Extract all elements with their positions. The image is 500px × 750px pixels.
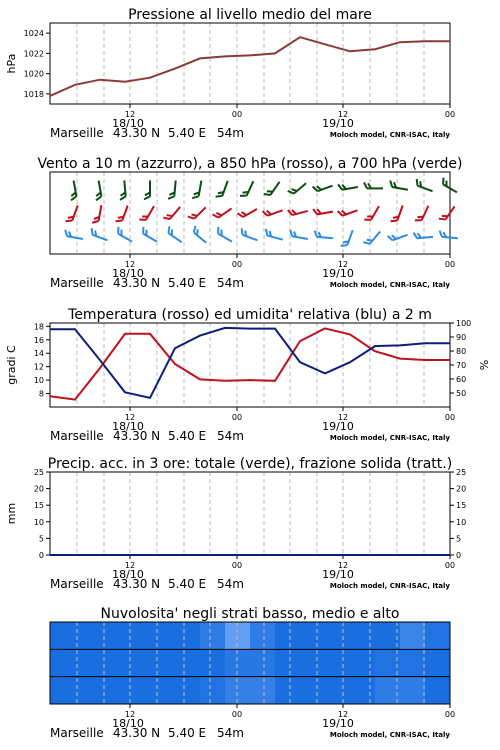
wind-barb-flag — [338, 184, 342, 190]
wind-barb — [116, 203, 128, 223]
wind-barb-shaft — [371, 206, 379, 220]
wind-barb — [90, 228, 110, 240]
cloud-cell — [400, 649, 425, 676]
cloud-cell — [275, 677, 300, 704]
cloud-cells — [50, 622, 450, 704]
cloud-cell — [275, 622, 300, 649]
wind-barb-shaft — [267, 236, 282, 240]
date-label: 19/10 — [322, 420, 354, 433]
wind-barb-flag — [389, 181, 393, 187]
station-alt: 54m — [217, 429, 244, 443]
humidity-line — [50, 328, 450, 398]
cloud-cell — [400, 677, 425, 704]
y-tick-label: 1018 — [23, 89, 44, 99]
wind-barb-shaft — [99, 205, 102, 221]
y-tick-label: 10 — [33, 517, 44, 527]
wind-barb — [338, 205, 358, 217]
cloud-cell — [325, 677, 350, 704]
chart-title: Vento a 10 m (azzurro), a 850 hPa (rosso), a 700 hPa (verde) — [37, 156, 463, 172]
station-lon: 5.40 E — [168, 577, 207, 591]
wind-barb-shaft — [67, 236, 83, 239]
cloud-cell — [350, 677, 375, 704]
y-tick-label-right: 90 — [456, 333, 467, 342]
cloud-cell — [125, 622, 150, 649]
wind-barb-shaft — [392, 187, 408, 190]
x-tick-label: 12 — [124, 260, 136, 269]
wind-barb — [439, 231, 458, 239]
wind-barb — [192, 179, 201, 199]
y-tick-label-right: 10 — [456, 517, 467, 527]
y-axis-label-right: % — [478, 359, 491, 371]
wind-barb — [213, 203, 232, 219]
cloud-cell — [250, 649, 275, 676]
pressure-line — [50, 37, 450, 96]
cloud-cell — [300, 622, 325, 649]
cloud-cell — [75, 622, 100, 649]
y-tick-label: 14 — [33, 349, 44, 359]
wind-barb — [439, 203, 455, 222]
wind-barb-shaft — [194, 207, 205, 218]
x-tick-label: 00 — [231, 110, 243, 119]
y-tick-label: 8 — [38, 389, 44, 399]
cloud-cell — [425, 677, 450, 704]
station-alt: 54m — [217, 577, 244, 591]
wind-barb-shaft — [122, 205, 127, 220]
wind-barb — [363, 228, 380, 246]
y-tick-label-right: 60 — [456, 375, 467, 384]
model-credit: Moloch model, CNR-ISAC, Italy — [329, 582, 450, 590]
cloud-cell — [325, 622, 350, 649]
date-label: 18/10 — [112, 117, 144, 130]
wind-barb — [93, 181, 102, 201]
y-tick-label-right: 100 — [456, 319, 472, 328]
wind-barb — [240, 228, 260, 240]
wind-barb-shaft — [174, 180, 175, 196]
x-tick-label: 00 — [231, 710, 243, 719]
x-tick-label: 12 — [337, 561, 349, 570]
cloud-cell — [50, 677, 75, 704]
date-label: 18/10 — [112, 568, 144, 581]
wind-barb-shaft — [270, 182, 279, 195]
wind-barb — [64, 230, 84, 239]
wind-barb-flag — [116, 218, 123, 223]
wind-barb — [66, 203, 78, 223]
wind-barb-shaft — [242, 235, 257, 240]
wind-barb — [364, 182, 383, 188]
wind-barb-shaft — [294, 183, 306, 193]
model-credit: Moloch model, CNR-ISAC, Italy — [329, 131, 450, 139]
wind-barb — [415, 179, 435, 191]
y-tick-label-right: 50 — [456, 389, 467, 398]
wind-barb-flag — [140, 227, 146, 234]
temperature-line — [50, 328, 450, 399]
cloud-cell — [175, 649, 200, 676]
x-tick-label: 00 — [444, 110, 456, 119]
wind-barb — [118, 180, 126, 199]
wind-barb-shaft — [218, 234, 232, 242]
wind-barb-shaft — [397, 205, 402, 220]
station-lon: 5.40 E — [168, 726, 207, 740]
y-tick-label: 15 — [33, 501, 44, 511]
panel-frame — [50, 472, 450, 555]
date-label: 19/10 — [322, 717, 354, 730]
x-tick-label: 00 — [231, 260, 243, 269]
cloud-cell — [250, 677, 275, 704]
wind-barb-shaft — [146, 206, 154, 220]
wind-barb-shaft — [422, 206, 429, 221]
wind-barb — [313, 206, 333, 215]
date-label: 18/10 — [112, 420, 144, 433]
station-lon: 5.40 E — [168, 429, 207, 443]
wind-barb-flag — [391, 218, 398, 223]
cloud-cell — [325, 649, 350, 676]
cloud-cell — [175, 622, 200, 649]
wind-barb-flag — [64, 230, 68, 236]
station-lon: 5.40 E — [168, 126, 207, 140]
chart-title: Nuvolosita' negli strati basso, medio e alto — [100, 606, 400, 622]
wind-barb — [289, 230, 309, 239]
chart-title: Precip. acc. in 3 ore: totale (verde), frazione solida (tratt.) — [47, 456, 453, 472]
x-tick-label: 12 — [124, 110, 136, 119]
wind-barb-flag — [341, 243, 348, 248]
cloud-cell — [50, 649, 75, 676]
chart-title: Temperatura (rosso) ed umidita' relativa (blu) a 2 m — [68, 307, 432, 323]
x-tick-label: 00 — [231, 561, 243, 570]
wind-barb-shaft — [222, 181, 227, 196]
wind-barb-shaft — [347, 230, 352, 245]
cloud-cell — [350, 649, 375, 676]
station-lat: 43.30 N — [113, 577, 161, 591]
cloud-cell — [75, 649, 100, 676]
x-tick-label: 00 — [231, 413, 243, 422]
y-tick-label-right: 5 — [456, 534, 462, 544]
wind-barb-flag — [70, 196, 76, 200]
cloud-cell — [150, 622, 175, 649]
wind-barb-flag — [414, 232, 418, 238]
station-name: Marseille — [50, 429, 104, 443]
date-label: 18/10 — [112, 267, 144, 280]
wind-barb — [68, 181, 77, 201]
station-name: Marseille — [50, 577, 104, 591]
y-tick-label-right: 15 — [456, 501, 467, 511]
cloud-cell — [150, 677, 175, 704]
wind-barb-shaft — [317, 237, 333, 238]
wind-barb-flag — [66, 218, 73, 223]
station-name: Marseille — [50, 276, 104, 290]
y-tick-label: 0 — [38, 551, 44, 560]
cloud-cell — [300, 649, 325, 676]
wind-barb-flag — [415, 218, 422, 223]
wind-barb-shaft — [442, 237, 458, 238]
cloud-cell — [425, 622, 450, 649]
y-tick-label: 12 — [33, 362, 44, 372]
y-tick-label: 10 — [33, 376, 44, 386]
wind-barb — [144, 180, 150, 199]
cloud-cell — [225, 622, 250, 649]
x-tick-label: 12 — [337, 710, 349, 719]
station-lat: 43.30 N — [113, 726, 161, 740]
wind-barb-shaft — [72, 205, 77, 220]
wind-barb — [338, 181, 358, 190]
wind-barb-flag — [192, 195, 198, 199]
wind-barb-flag — [90, 228, 95, 235]
cloud-cell — [50, 622, 75, 649]
y-tick-label: 1020 — [23, 69, 44, 79]
wind-barb-flag — [92, 220, 98, 224]
cloud-cell — [150, 649, 175, 676]
wind-barb — [115, 227, 134, 242]
wind-barb-shaft — [194, 232, 206, 242]
wind-barb — [389, 181, 409, 190]
station-lat: 43.30 N — [113, 429, 161, 443]
cloud-cell — [350, 622, 375, 649]
wind-barb-flag — [264, 229, 268, 236]
wind-barb — [240, 179, 253, 199]
y-tick-label: 18 — [33, 322, 44, 332]
x-tick-label: 12 — [337, 110, 349, 119]
cloud-cell — [175, 677, 200, 704]
wind-barb-flag — [144, 196, 150, 199]
cloud-cell — [400, 622, 425, 649]
wind-barb-flag — [120, 196, 126, 200]
wind-barb — [163, 203, 180, 221]
y-axis-label: mm — [5, 502, 18, 525]
wind-barb — [264, 229, 284, 240]
x-tick-label: 00 — [444, 260, 456, 269]
wind-barb-flag — [216, 194, 223, 199]
y-tick-label: 20 — [33, 484, 44, 494]
model-credit: Moloch model, CNR-ISAC, Italy — [329, 281, 450, 289]
wind-barb-shaft — [168, 233, 181, 242]
wind-barb — [188, 203, 206, 221]
wind-barb-flag — [240, 228, 245, 235]
wind-barb — [237, 204, 256, 219]
y-tick-label-right: 80 — [456, 347, 467, 356]
wind-barb — [388, 229, 408, 241]
wind-barb-shaft — [218, 208, 231, 217]
y-tick-label: 16 — [33, 335, 44, 345]
x-tick-label: 12 — [337, 260, 349, 269]
y-tick-label-right: 25 — [456, 468, 467, 477]
wind-barb-flag — [95, 196, 101, 200]
station-alt: 54m — [217, 126, 244, 140]
wind-barb-shaft — [199, 181, 202, 197]
wind-barb-shaft — [417, 186, 432, 191]
wind-barb-shaft — [292, 236, 308, 239]
wind-barb-shaft — [143, 234, 157, 242]
wind-barb-flag — [440, 178, 446, 185]
cloud-cell — [75, 677, 100, 704]
wind-barb — [364, 203, 379, 222]
wind-barb-flag — [240, 193, 247, 198]
panel-frame — [50, 323, 450, 407]
wind-barb — [391, 203, 403, 223]
wind-barb-flag — [415, 179, 420, 186]
wind-barb-flag — [168, 196, 174, 200]
cloud-cell — [300, 677, 325, 704]
wind-barb — [341, 228, 353, 248]
y-tick-label-right: 20 — [456, 484, 467, 494]
wind-barb-shaft — [247, 181, 254, 196]
station-lat: 43.30 N — [113, 126, 161, 140]
date-label: 19/10 — [322, 117, 354, 130]
x-tick-label: 12 — [124, 413, 136, 422]
y-tick-label: 25 — [33, 468, 44, 477]
wind-barb — [92, 204, 101, 224]
station-lat: 43.30 N — [113, 276, 161, 290]
x-tick-label: 12 — [124, 561, 136, 570]
x-tick-label: 00 — [444, 710, 456, 719]
wind-barb — [414, 231, 433, 239]
wind-barb — [264, 178, 280, 197]
y-axis-label: gradi C — [5, 345, 18, 385]
wind-barb-shaft — [243, 209, 257, 217]
station-name: Marseille — [50, 726, 104, 740]
wind-barb-shaft — [92, 235, 107, 240]
station-name: Marseille — [50, 126, 104, 140]
station-alt: 54m — [217, 276, 244, 290]
y-tick-label: 1024 — [23, 29, 44, 39]
y-axis-label: hPa — [5, 53, 18, 74]
wind-barb-flag — [439, 231, 443, 237]
cloud-cell — [200, 677, 225, 704]
x-tick-label: 00 — [444, 413, 456, 422]
station-lon: 5.40 E — [168, 276, 207, 290]
cloud-cell — [225, 649, 250, 676]
wind-barb — [168, 180, 176, 199]
panel-2 — [50, 172, 460, 290]
panel-3 — [5, 319, 491, 443]
model-credit: Moloch model, CNR-ISAC, Italy — [329, 434, 450, 442]
wind-barb — [216, 179, 228, 199]
wind-barb — [139, 203, 154, 222]
wind-barb — [166, 226, 185, 242]
date-label: 19/10 — [322, 568, 354, 581]
station-alt: 54m — [217, 726, 244, 740]
cloud-cell — [425, 649, 450, 676]
wind-barb-flag — [364, 182, 367, 188]
cloud-cell — [125, 649, 150, 676]
y-tick-label: 5 — [38, 534, 44, 544]
wind-barb — [313, 180, 333, 192]
wind-barb-flag — [139, 217, 146, 223]
wind-barb — [215, 227, 234, 242]
x-tick-label: 12 — [124, 710, 136, 719]
y-tick-label-right: 0 — [456, 551, 462, 560]
panel-1 — [5, 23, 455, 140]
wind-barb — [415, 203, 428, 223]
panel-frame — [50, 23, 450, 104]
cloud-cell — [250, 622, 275, 649]
y-tick-label: 1022 — [23, 49, 44, 59]
y-tick-label-right: 70 — [456, 361, 467, 370]
wind-barb-shaft — [370, 231, 380, 243]
model-credit: Moloch model, CNR-ISAC, Italy — [329, 731, 450, 739]
cloud-cell — [225, 677, 250, 704]
cloud-cell — [200, 649, 225, 676]
wind-barb — [192, 226, 210, 243]
wind-barb — [263, 205, 283, 217]
cloud-cell — [125, 677, 150, 704]
panel-4 — [5, 468, 466, 591]
wind-barb — [288, 205, 308, 216]
wind-barb-flag — [215, 227, 221, 234]
chart-title: Pressione al livello medio del mare — [128, 7, 372, 23]
cloud-cell — [200, 622, 225, 649]
date-label: 19/10 — [322, 267, 354, 280]
date-label: 18/10 — [112, 717, 144, 730]
wind-barb-flag — [115, 227, 121, 234]
x-tick-label: 12 — [337, 413, 349, 422]
cloud-cell — [275, 649, 300, 676]
wind-barb-shaft — [170, 207, 180, 219]
x-tick-label: 00 — [444, 561, 456, 570]
